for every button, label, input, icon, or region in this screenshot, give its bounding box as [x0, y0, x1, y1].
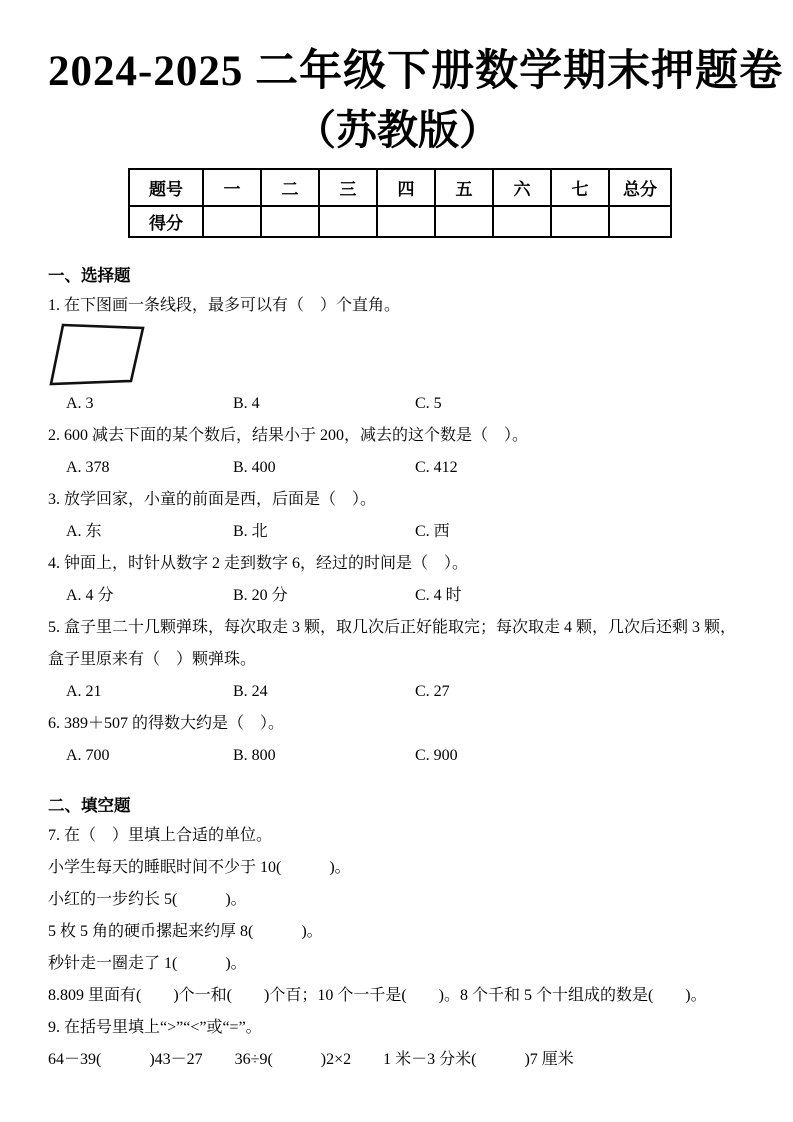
score-cell: [551, 206, 609, 237]
question-1-text: 1. 在下图画一条线段，最多可以有（ ）个直角。: [48, 297, 401, 314]
score-cell: [377, 206, 435, 237]
option-a: A. 378: [66, 459, 110, 476]
option-a: A. 东: [66, 523, 102, 540]
section-heading-fill-blank: 二、填空题: [48, 797, 131, 815]
score-cell: [203, 206, 261, 237]
question-7-subline: 小学生每天的睡眠时间不少于 10( )。: [48, 859, 351, 876]
option-c: C. 西: [415, 523, 450, 540]
question-1-options: [48, 388, 747, 420]
option-b: B. 400: [233, 459, 276, 476]
score-cell: [609, 206, 671, 237]
score-table: [128, 168, 672, 238]
score-cell: [435, 206, 493, 237]
score-table-header-cell: 一: [203, 169, 261, 206]
score-table-header-cell: 三: [319, 169, 377, 206]
parallelogram-figure: [48, 322, 198, 388]
option-b: B. 20 分: [233, 587, 288, 604]
option-a: A. 3: [66, 395, 94, 412]
option-b: B. 800: [233, 747, 276, 764]
option-a: A. 4 分: [66, 587, 114, 604]
option-c: C. 900: [415, 747, 458, 764]
question-2-options: [48, 452, 747, 484]
question-5-options: [48, 676, 747, 708]
score-cell: [493, 206, 551, 237]
question-6-options: [48, 740, 747, 772]
question-8-text: 8.809 里面有( )个一和( )个百；10 个一千是( )。8 个千和 5 个十组成的数是( )。: [48, 987, 707, 1004]
option-c: C. 4 时: [415, 587, 462, 604]
question-3-text: 3. 放学回家，小童的前面是西，后面是（ ）。: [48, 491, 377, 508]
score-table-header-cell: 二: [261, 169, 319, 206]
question-1-figure: [48, 322, 747, 388]
score-table-header-cell: 六: [493, 169, 551, 206]
question-7-text: 7. 在（ ）里填上合适的单位。: [48, 827, 273, 844]
option-b: B. 24: [233, 683, 268, 700]
score-table-header-cell: 总分: [609, 169, 671, 206]
section-heading-choice: 一、选择题: [48, 267, 131, 285]
score-cell: [261, 206, 319, 237]
option-c: C. 412: [415, 459, 458, 476]
paper-title-line2: （苏教版）: [295, 107, 500, 153]
score-table-header-cell: 七: [551, 169, 609, 206]
option-a: A. 700: [66, 747, 110, 764]
score-table-header-cell: 题号: [129, 169, 203, 206]
option-b: B. 4: [233, 395, 260, 412]
score-table-header-row: [129, 169, 671, 206]
score-table-score-row: [129, 206, 671, 237]
option-c: C. 27: [415, 683, 450, 700]
option-a: A. 21: [66, 683, 102, 700]
score-table-header-cell: 四: [377, 169, 435, 206]
option-c: C. 5: [415, 395, 442, 412]
question-2-text: 2. 600 减去下面的某个数后，结果小于 200，减去的这个数是（ ）。: [48, 427, 529, 444]
question-9-subline: 64－39( )43－27 36÷9( )2×2 1 米－3 分米( )7 厘米: [48, 1051, 574, 1068]
question-7-subline: 5 枚 5 角的硬币摞起来约厚 8( )。: [48, 923, 323, 940]
question-4-text: 4. 钟面上，时针从数字 2 走到数字 6，经过的时间是（ ）。: [48, 555, 469, 572]
question-5-text-line2: 盒子里原来有（ ）颗弹珠。: [48, 651, 257, 668]
question-7-subline: 小红的一步约长 5( )。: [48, 891, 247, 908]
question-9-text: 9. 在括号里填上“>”“<”或“=”。: [48, 1019, 262, 1036]
paper-title-line1: 2024-2025 二年级下册数学期末押题卷: [48, 48, 784, 95]
question-7-subline: 秒针走一圈走了 1( )。: [48, 955, 247, 972]
question-5-text-line1: 5. 盒子里二十几颗弹珠，每次取走 3 颗，取几次后正好能取完；每次取走 4 颗，几次后还剩 3 颗，: [48, 619, 737, 636]
question-3-options: [48, 516, 747, 548]
question-4-options: [48, 580, 747, 612]
option-b: B. 北: [233, 523, 268, 540]
score-row-label: 得分: [129, 206, 203, 237]
score-table-header-cell: 五: [435, 169, 493, 206]
question-6-text: 6. 389＋507 的得数大约是（ ）。: [48, 715, 285, 732]
score-cell: [319, 206, 377, 237]
